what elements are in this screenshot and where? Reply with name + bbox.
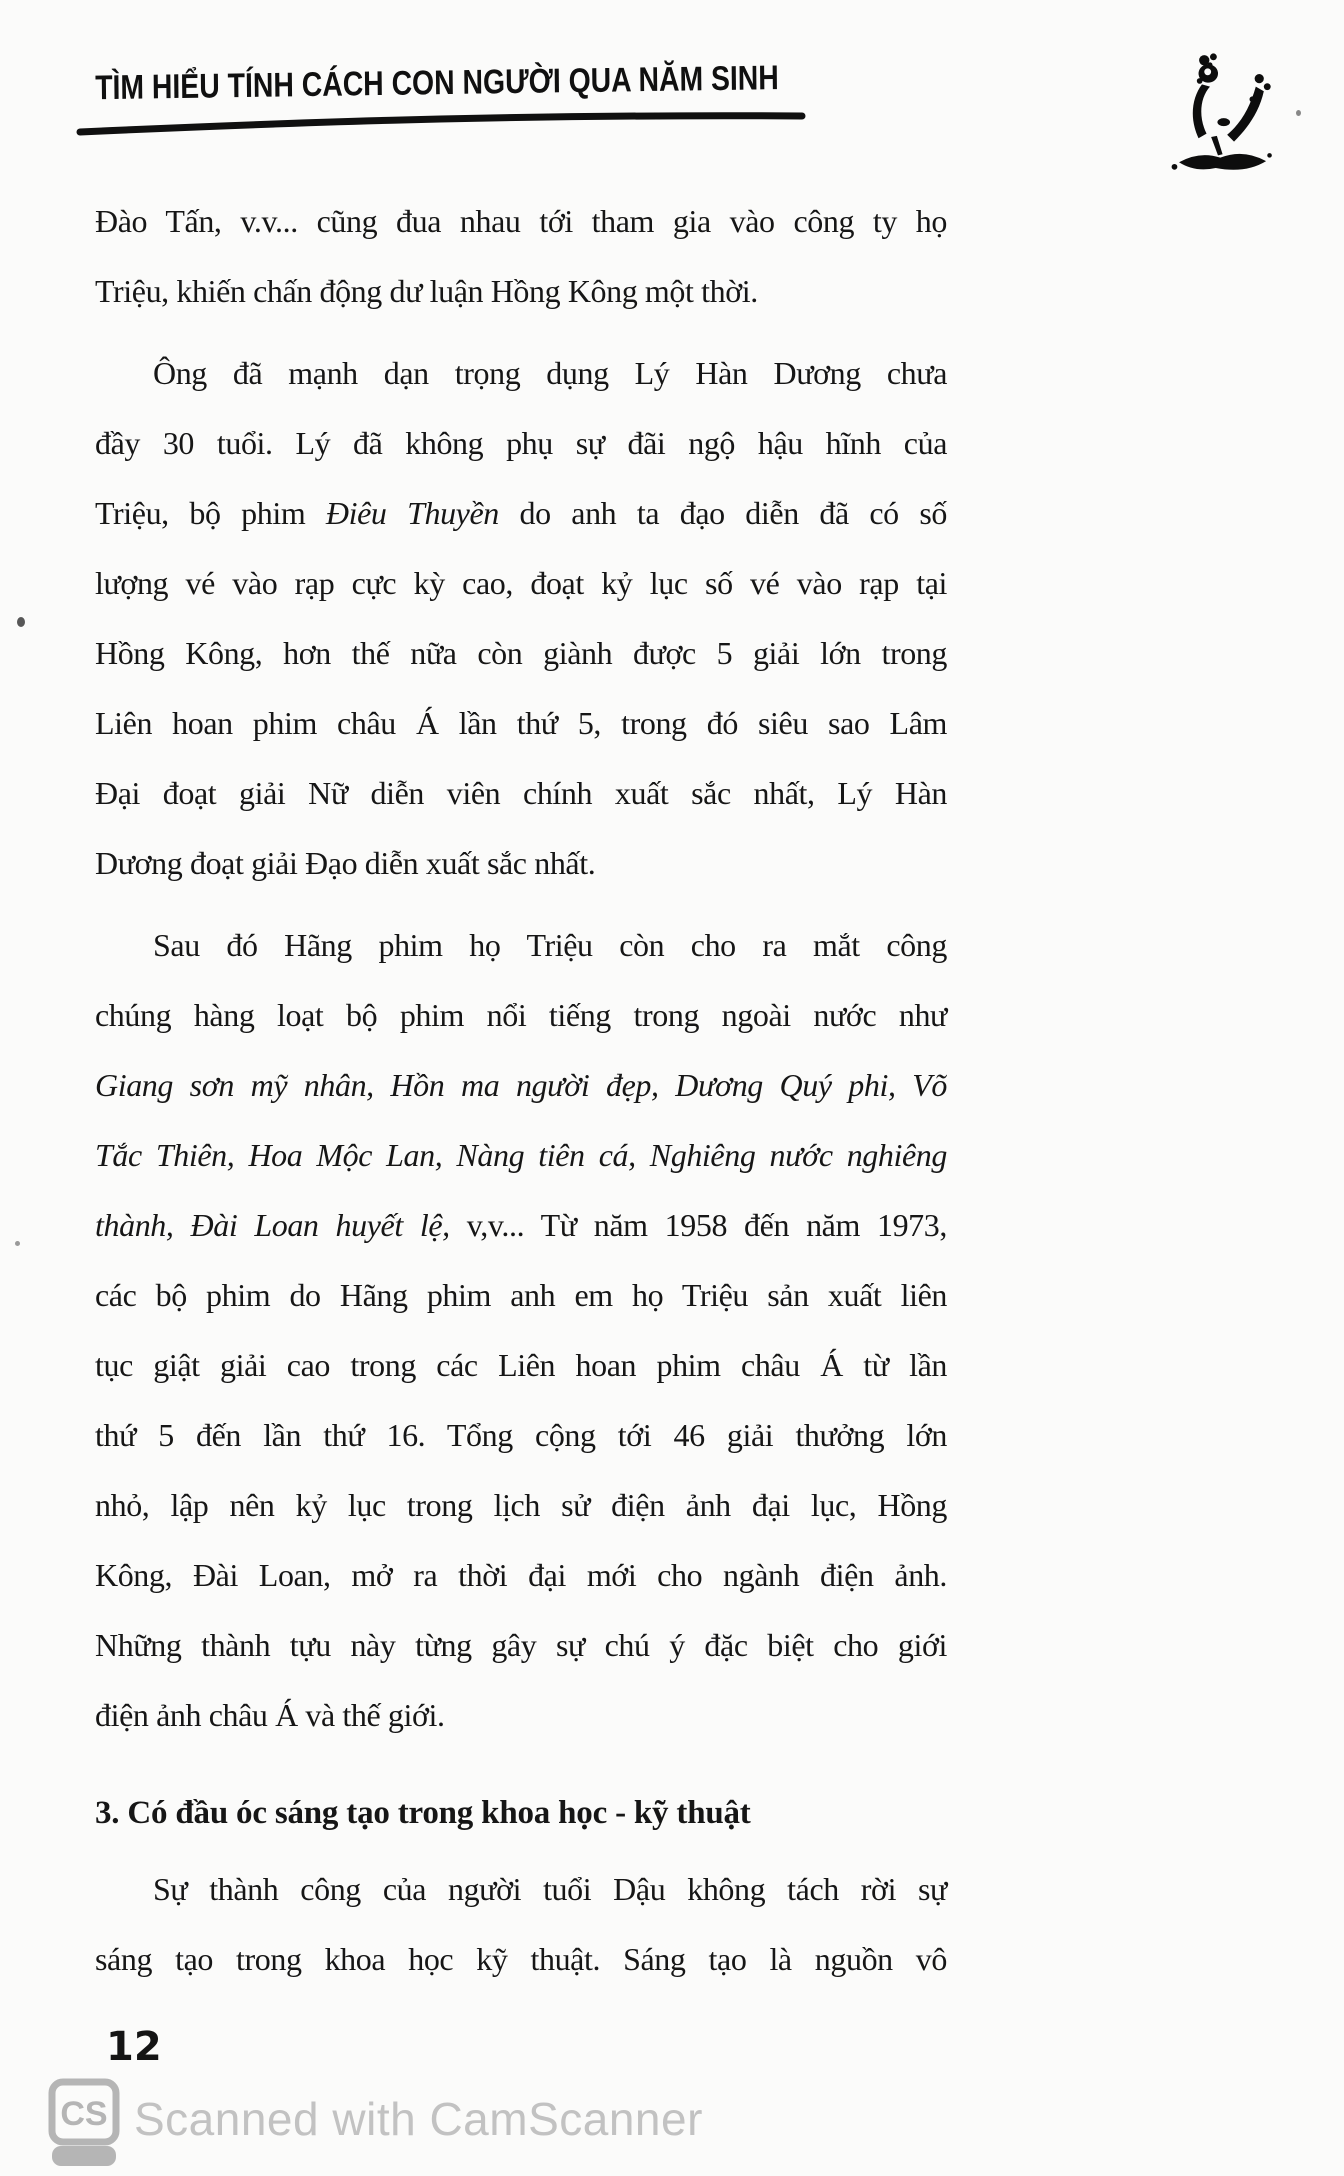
text-line [95, 1924, 947, 1994]
text-line [95, 828, 947, 898]
text-line [95, 186, 947, 256]
text-run: điện ảnh châu Á và thế giới. [95, 1697, 445, 1733]
text-line [95, 338, 947, 408]
text-line [95, 1050, 947, 1120]
text-line [95, 1330, 947, 1400]
text-run: do anh ta đạo diễn đã có số [498, 495, 947, 531]
text-run: Sau đó Hãng phim họ Triệu còn cho ra mắt công [153, 927, 947, 963]
rooster-icon [1158, 50, 1278, 176]
text-line [95, 688, 947, 758]
text-line [95, 1260, 947, 1330]
text-line [95, 618, 947, 688]
camscanner-logo-icon [48, 2078, 120, 2170]
text-run: Đại đoạt giải Nữ diễn viên chính xuất sắc nhất, Lý Hàn [95, 775, 947, 811]
text-line [95, 1470, 947, 1540]
paragraph [95, 338, 947, 898]
page-body [95, 186, 947, 1994]
section-heading: 3. Có đầu óc sáng tạo trong khoa học - kỹ thuật [95, 1795, 751, 1831]
text-run: Dương đoạt giải Đạo diễn xuất sắc nhất. [95, 845, 596, 881]
svg-text:CS: CS [60, 2095, 108, 2133]
body-paragraphs [95, 186, 947, 1750]
text-run: chúng hàng loạt bộ phim nổi tiếng trong ngoài nước như [95, 997, 947, 1033]
text-run: Sự thành công của người tuổi Dậu không tách rời sự [153, 1871, 947, 1907]
text-line [95, 758, 947, 828]
header-underline [76, 96, 806, 140]
text-line [95, 478, 947, 548]
camscanner-watermark-label: Scanned with CamScanner [134, 2093, 703, 2145]
text-run: Đào Tấn, v.v... cũng đua nhau tới tham gia vào công ty họ [95, 203, 947, 239]
scan-speck [1296, 110, 1301, 116]
text-run: tục giật giải cao trong các Liên hoan phim châu Á từ lần [95, 1347, 947, 1383]
text-line [95, 980, 947, 1050]
italic-text-run: Giang sơn mỹ nhân, Hồn ma người đẹp, Dương Quý phi, Võ [95, 1067, 947, 1103]
text-run: Triệu, khiến chấn động dư luận Hồng Kông một thời. [95, 273, 758, 309]
text-line [95, 408, 947, 478]
text-run: v,v... Từ năm 1958 đến năm 1973, [449, 1207, 947, 1243]
text-run: thứ 5 đến lần thứ 16. Tổng cộng tới 46 giải thưởng lớn [95, 1417, 947, 1453]
text-run: Ông đã mạnh dạn trọng dụng Lý Hàn Dương chưa [153, 355, 947, 391]
italic-text-run: Tắc Thiên, Hoa Mộc Lan, Nàng tiên cá, Nghiêng nước nghiêng [95, 1137, 947, 1173]
text-line [95, 1854, 947, 1924]
closing-paragraph-host [95, 1854, 947, 1994]
italic-text-run: thành, Đài Loan huyết lệ, [95, 1207, 450, 1243]
text-line [95, 548, 947, 618]
text-run: Kông, Đài Loan, mở ra thời đại mới cho ngành điện ảnh. [95, 1557, 947, 1593]
scan-speck [17, 617, 25, 627]
text-line [95, 256, 947, 326]
page-header-title: TÌM HIỂU TÍNH CÁCH CON NGƯỜI QUA NĂM SINH [95, 57, 779, 107]
paragraph [95, 1854, 947, 1994]
text-run: Những thành tựu này từng gây sự chú ý đặc biệt cho giới [95, 1627, 947, 1663]
page-number: 12 [106, 2024, 162, 2070]
text-run: nhỏ, lập nên kỷ lục trong lịch sử điện ảnh đại lục, Hồng [95, 1487, 947, 1523]
text-run: đầy 30 tuổi. Lý đã không phụ sự đãi ngộ hậu hĩnh của [95, 425, 947, 461]
italic-text-run: Điêu Thuyền [325, 495, 499, 531]
text-run: Liên hoan phim châu Á lần thứ 5, trong đó siêu sao Lâm [95, 705, 947, 741]
text-run: sáng tạo trong khoa học kỹ thuật. Sáng tạo là nguồn vô [95, 1941, 947, 1977]
text-run: lượng vé vào rạp cực kỳ cao, đoạt kỷ lục số vé vào rạp tại [95, 565, 947, 601]
text-run: các bộ phim do Hãng phim anh em họ Triệu sản xuất liên [95, 1277, 947, 1313]
text-run: Triệu, bộ phim [95, 495, 326, 531]
text-run: Hồng Kông, hơn thế nữa còn giành được 5 giải lớn trong [95, 635, 947, 671]
text-line [95, 1190, 947, 1260]
paragraph [95, 910, 947, 1750]
text-line [95, 1120, 947, 1190]
scan-speck [15, 1241, 20, 1246]
text-line [95, 1400, 947, 1470]
paragraph [95, 186, 947, 326]
text-line [95, 1680, 947, 1750]
text-line [95, 1610, 947, 1680]
text-line [95, 910, 947, 980]
text-line [95, 1540, 947, 1610]
